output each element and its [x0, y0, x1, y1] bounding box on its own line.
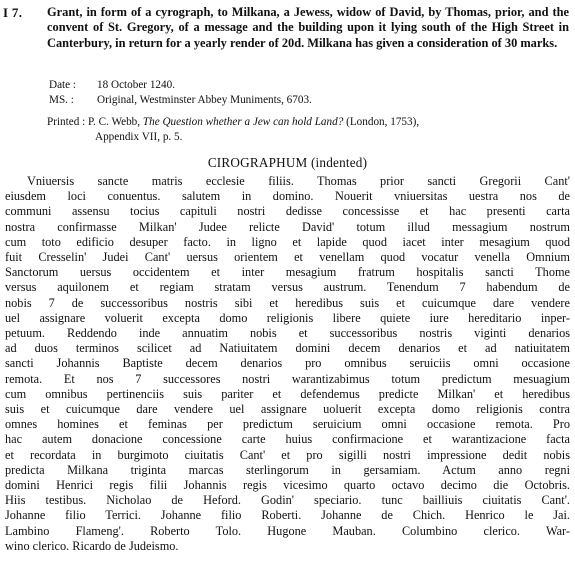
date-label: Date :	[49, 79, 77, 91]
charter-line: communi assensu tocius capituli nostri dedisse concessisse et hac presenti carta	[5, 204, 570, 219]
printed-reference	[47, 115, 567, 145]
charter-line: cum omnibus pertinenciis suis pariter et defendemus predicte Milkan' et heredibus	[5, 386, 570, 401]
printed-rest: (London, 1753),	[346, 116, 420, 128]
charter-line: uel assignare voluerit excepta domo religionis libere quiete iure hereditario inper-	[5, 310, 570, 325]
charter-line: Johanne filio Terrici. Johanne filio Roberti. Johanne de Chich. Henrico le Jai.	[5, 508, 570, 523]
charter-line: sancti Johannis Baptiste decem denarios pro omnibus seruiciis omni occasione	[5, 356, 570, 371]
section-heading: CIROGRAPHUM (indented)	[207, 155, 368, 170]
charter-line: ad duos terminos scilicet ad Natiuitatem domini decem denarios et ad natiuitatem	[5, 341, 570, 356]
charter-line: petuum. Reddendo inde annuatim nobis et successoribus nostris viginti denarios	[5, 326, 570, 341]
ms-line	[49, 94, 312, 107]
charter-line: fuit Cresselin' Judei Cant' uersus orientem et venellam quod vocatur venella Omnium	[5, 250, 570, 265]
charter-line: nobis 7 de successoribus nostris sibi et heredibus suis et cuicumque dare vendere	[5, 295, 570, 310]
printed-appendix: Appendix VII, p. 5.	[95, 131, 183, 143]
charter-line: Hiis testibus. Nicholao de Heford. Godin' speciario. tunc bailliuis ciuitatis Cant'.	[5, 493, 570, 508]
charter-line: remota. Et nos 7 successores nostri warantizabimus totum predictum mesuagium	[5, 371, 570, 386]
charter-line: Lambino Flameng'. Roberto Tolo. Hugone Mauban. Columbino clerico. War-	[5, 523, 570, 538]
date-line	[49, 79, 175, 92]
charter-line: wino clerico. Ricardo de Judeismo.	[5, 538, 179, 553]
ms-value: Original, Westminster Abbey Muniments, 6703.	[97, 94, 312, 106]
charter-text	[5, 174, 570, 554]
charter-line: Vniuersis sancte matris ecclesie filiis. Thomas prior sancti Gregorii Cant'	[27, 174, 570, 188]
charter-line: hac autem donacione concessione carte huius confirmacione et warantizacione facta	[5, 432, 570, 447]
printed-title: The Question whether a Jew can hold Land?	[142, 116, 344, 128]
ms-label: MS. :	[49, 94, 74, 106]
document-number: I 7.	[3, 5, 23, 20]
charter-line: nostra confirmasse Milkan' Judee relicte David' totum illud messagium nostrum	[5, 219, 570, 234]
charter-line: cum toto edificio desuper facto. in ligno et lapide quod iacet inter mesagium quod	[5, 234, 570, 249]
document-summary: Grant, in form of a cyrograph, to Milkana, a Jewess, widow of David, by Thomas, prior, and the convent of St. Gregory, of a message and the building upon it lying south of the High Street in Canterbury, in return for a yearly render of 20d. Milkana has given a consideration of 30 marks.	[47, 5, 569, 50]
charter-line: et recordata in burgimoto ciuitatis Cant' et pro sigilli nostri impressione dedit nobis	[5, 447, 570, 462]
charter-line: omnes homines et feminas per predictum seruicium omni occasione remota. Pro	[5, 417, 570, 432]
charter-line: predicta Milkana triginta marcas sterlingorum in gersamiam. Actum anno regni	[5, 462, 570, 477]
printed-author: P. C. Webb,	[88, 116, 141, 128]
charter-line: eiusdem loci conuentus. salutem in domino. Nouerit vniuersitas uestra nos de	[5, 189, 570, 204]
charter-line: suis et cuicumque dare vendere uel assignare uoluerit excepta domo religionis contra	[5, 402, 570, 417]
printed-label: Printed :	[47, 116, 86, 128]
charter-line: domini Henrici regis filii Johannis regis vicesimo quarto octavo decimo die Octobris.	[5, 478, 570, 493]
date-value: 18 October 1240.	[97, 79, 175, 91]
charter-line: Sanctorum uersus occidentem et inter mesagium fratrum hospitalis sancti Thome	[5, 265, 570, 280]
charter-line: versus aquilonem et regiam stratam versus austrum. Tenendum 7 habendum de	[5, 280, 570, 295]
